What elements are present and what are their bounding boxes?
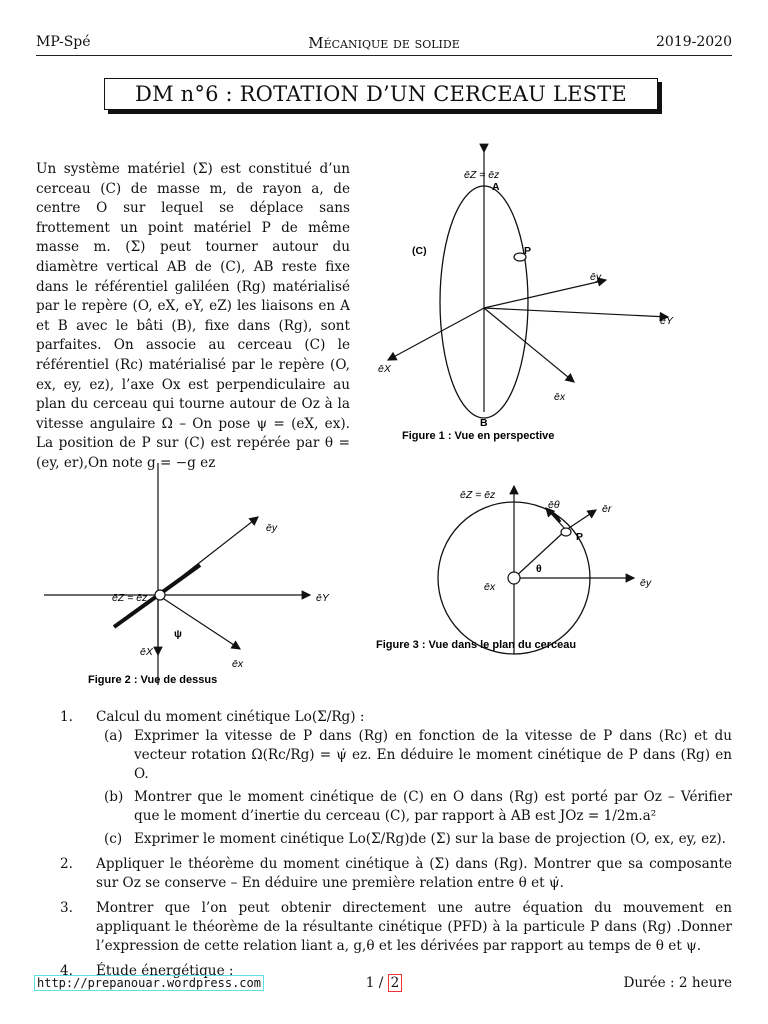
fig2-label-eY: ēY: [316, 592, 329, 604]
subquestion-text: Exprimer le moment cinétique Lo(Σ/Rg)de (Σ) sur la base de projection (O, ex, ey, ez).: [134, 831, 727, 847]
fig2-label-ez: ēZ = ēz: [112, 592, 148, 604]
fig1-label-eY: ēY: [660, 315, 673, 327]
subquestion-c: [104, 830, 732, 849]
question-number: 3.: [60, 900, 73, 916]
subquestion-b: [104, 788, 732, 826]
figure-3: [370, 478, 670, 658]
subquestion-text: Montrer que le moment cinétique de (C) en O dans (Rg) est porté par Oz – Vérifier que le moment d’inertie du cerceau (C), par rapport à AB est JOz = 1/2m.a²: [134, 789, 732, 824]
question-number: 2.: [60, 856, 73, 872]
fig2-caption: Figure 2 : Vue de dessus: [88, 674, 218, 686]
fig2-label-ex: ēx: [232, 658, 244, 670]
fig3-label-etheta: ēθ: [548, 499, 560, 511]
fig1-label-a: A: [492, 181, 500, 193]
fig3-label-p: P: [576, 531, 584, 543]
header-right: 2019-2020: [656, 34, 732, 50]
intro-paragraph: [36, 160, 350, 474]
footer-duration: Durée : 2 heure: [623, 975, 732, 991]
page-total-link[interactable]: 2: [388, 974, 403, 992]
fig3-caption: Figure 3 : Vue dans le plan du cerceau: [376, 639, 577, 651]
header-left: MP-Spé: [36, 34, 91, 50]
fig1-label-c: (C): [412, 245, 427, 257]
footer-link[interactable]: http://prepanouar.wordpress.com: [34, 975, 264, 991]
fig1-label-eX: ēX: [378, 363, 391, 375]
subquestion-a: [104, 727, 732, 784]
fig3-label-ez: ēZ = ēz: [460, 489, 496, 501]
subquestion-letter: (b): [104, 789, 124, 805]
question-text: Montrer que l’on peut obtenir directement une autre équation du mouvement en appliquant le théorème de la résultante cinétique (PFD) à la particule P dans (Rg) .Donner l’expression de cette relation liant a, g,θ et les dérivées par rapport au temps de θ et ψ.: [96, 900, 732, 954]
fig1-label-b: B: [480, 417, 488, 429]
subquestion-letter: (a): [104, 728, 123, 744]
subquestion-text: Exprimer la vitesse de P dans (Rg) en fonction de la vitesse de P dans (Rc) et du vecteur rotation Ω(Rc/Rg) = ψ̇ ez. En déduire le moment cinétique de P dans (Rg) en O.: [134, 728, 732, 782]
header-center: Mécanique de solide: [308, 34, 460, 52]
fig1-label-ey: ēy: [590, 271, 602, 283]
figure-1: [368, 142, 708, 446]
fig1-label-p: P: [524, 245, 532, 257]
fig2-label-ey: ēy: [266, 522, 278, 534]
fig3-label-ey: ēy: [640, 577, 652, 589]
page-title: DM n°6 : ROTATION D’UN CERCEAU LESTE: [104, 78, 658, 110]
question-text: Calcul du moment cinétique Lo(Σ/Rg) :: [96, 709, 365, 725]
header-rule: [36, 55, 732, 56]
page-separator: /: [374, 975, 388, 991]
fig3-label-er: ēr: [602, 503, 612, 515]
question-number: 1.: [60, 709, 73, 725]
question-list: [36, 708, 732, 987]
question-2: [36, 855, 732, 893]
question-1: [36, 708, 732, 849]
question-number: 4.: [60, 963, 73, 979]
fig2-label-eX: ēX: [140, 646, 153, 658]
question-text: Appliquer le théorème du moment cinétique à (Σ) dans (Rg). Montrer que sa composante sur Oz se conserve – En déduire une première relation entre θ et ψ̇.: [96, 856, 732, 891]
intro-text: Un système matériel (Σ) est constitué d’un cerceau (C) de masse m, de rayon a, de centre O sur lequel se déplace sans frottement un point matériel P de même masse m. (Σ) peut tourner autour du diamètre vertical AB de (C), AB reste fixe dans le référentiel galiléen (Rg) matérialisé par le repère (O, eX, eY, eZ) les liaisons en A et B avec le bâti (B), fixe dans (Rg), sont parfaites. On associe au cerceau (C) le référentiel (Rc) matérialisé par le repère (O, ex, ey, ez), l’axe Ox est perpendiculaire au plan du cerceau qui tourne autour de Oz à la vitesse angulaire Ω – On pose ψ = (eX, ex). La position de P sur (C) est repérée par θ = (ey, er),On note g = −g ez: [36, 161, 350, 471]
fig1-caption: Figure 1 : Vue en perspective: [402, 430, 555, 442]
fig3-label-theta: θ: [536, 563, 542, 575]
fig3-label-ex: ēx: [484, 581, 496, 593]
fig1-label-ez: ēZ = ēz: [464, 169, 500, 181]
figure-2: [40, 455, 340, 695]
fig1-label-ex: ēx: [554, 391, 566, 403]
page-current: 1: [365, 975, 375, 991]
subquestion-letter: (c): [104, 831, 123, 847]
question-text: Étude énergétique :: [96, 963, 234, 979]
question-3: [36, 899, 732, 956]
fig2-label-psi: ψ: [174, 628, 182, 640]
